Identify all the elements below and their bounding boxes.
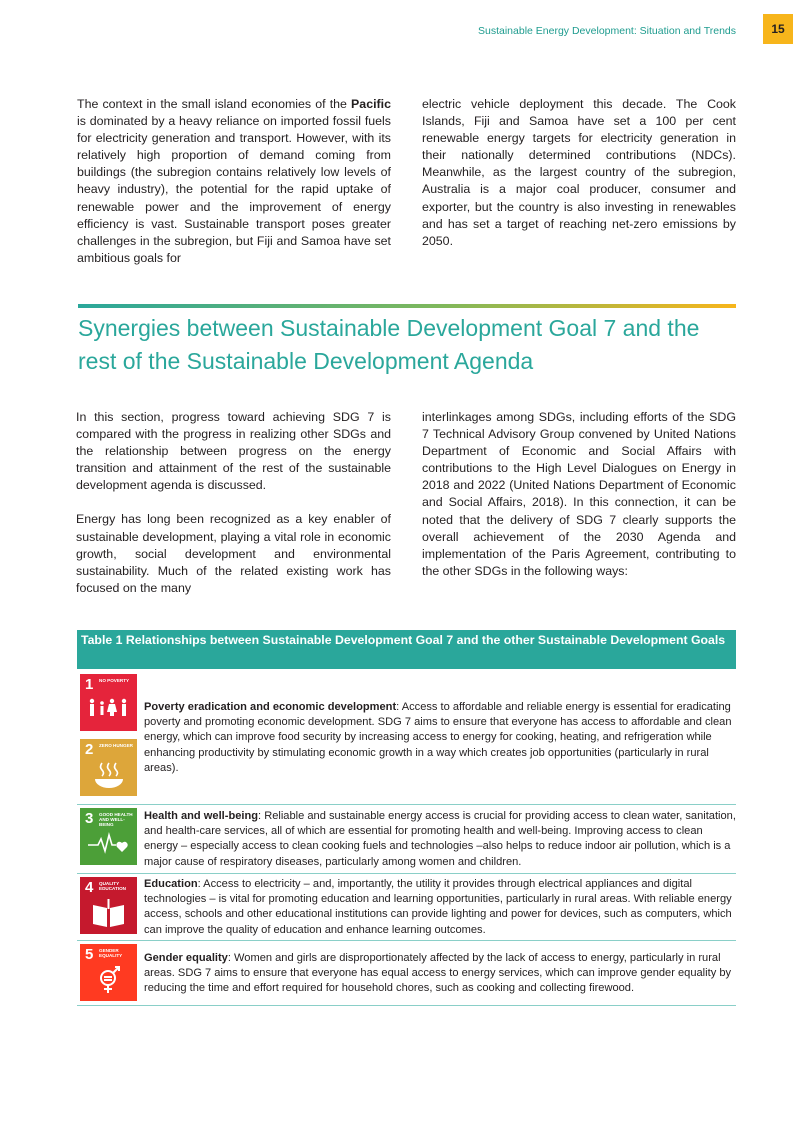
sdg3-label: GOOD HEALTH AND WELL-BEING [99, 812, 133, 827]
table-row-gender [144, 951, 736, 997]
sdg1-no-poverty-icon [80, 674, 137, 731]
bowl-icon [80, 739, 137, 796]
section-left-paragraph-1: In this section, progress toward achieving SDG 7 is compared with the progress in realizing other SDGs and the relationship between progress on the energy transition and attainment of the rest of the sustainable development agenda is discussed. [76, 410, 391, 493]
section-heading-line2: rest of the Sustainable Development Agenda [78, 348, 534, 374]
table-row-rule [77, 940, 736, 941]
intro-left-text-cont: is dominated by a heavy reliance on imported fossil fuels for electricity generation and transport. However, with its relatively high proportion of demand coming from buildings (the subregion contains relatively low levels of heavy industry), the potential for the rapid uptake of renewable power and the improvement of energy efficiency is vast. Sustainable transport poses greater challenges in the subregion, but Fiji and Samoa have set ambitious goals for [77, 114, 391, 265]
table-row-poverty [144, 700, 736, 776]
row-text: : Access to electricity – and, importantly, the utility it provides through electrical appliances and digital technologies – is vital for promoting education and learning opportunities, particularly in rural areas. With reliable energy access, schools and other educational institutions can provide lighting and power for devices, such as computers, which can improve the quality of education and enhance learning outcomes. [144, 878, 732, 936]
sdg4-label: QUALITY EDUCATION [99, 881, 126, 891]
row-title: Poverty eradication and economic development [144, 701, 397, 713]
sdg1-label: NO POVERTY [99, 678, 130, 683]
section-heading [78, 312, 748, 378]
family-icon [80, 674, 137, 731]
intro-right-column: electric vehicle deployment this decade. The Cook Islands, Fiji and Samoa have set a 100 per cent renewable energy targets for electricity generation in their nationally determined contributions (NDCs). Meanwhile, as the largest country of the subregion, Australia is a major coal producer, consumer and exporter, but the country is also investing in renewables and has set a target of reaching net-zero emissions by 2050. [422, 97, 736, 248]
sdg5-label: GENDER EQUALITY [99, 948, 123, 958]
row-title: Education [144, 878, 198, 890]
section-right-paragraph-1: interlinkages among SDGs, including efforts of the SDG 7 Technical Advisory Group convened by United Nations Department of Economic and Social Affairs with contributions to the High Level Dialogues on Energy in 2018 and 2022 (United Nations Department of Economic and Social Affairs, 2018). In this connection, it can be noted that the delivery of SDG 7 clearly supports the overall achievement of the 2030 Agenda and implementation of the Paris Agreement, contributing to the other SDGs in the following ways: [422, 410, 736, 578]
sdg5-gender-equality-icon [80, 944, 137, 1001]
sdg5-number: 5 [85, 946, 94, 963]
sdg2-zero-hunger-icon [80, 739, 137, 796]
intro-left-column [77, 96, 391, 267]
section-divider [78, 304, 736, 308]
row-text: : Access to affordable and reliable energy is essential for eradicating poverty and promoting economic development. SDG 7 aims to ensure that everyone has access to affordable and clean energy, which can improve food security by increasing access to energy for cooking, heating, and refrigeration while enhancing productivity by stimulating economic growth in a way which creates job opportunities (particularly in rural areas). [144, 701, 732, 774]
table-caption: Table 1 Relationships between Sustainable Development Goal 7 and the other Sustainable Development Goals [77, 630, 736, 669]
gender-icon [80, 944, 137, 1001]
section-left-column [76, 409, 391, 614]
row-text: : Reliable and sustainable energy access is crucial for providing access to clean water, sanitation, and health-care services, all of which are essential for promoting health and well-being. Improving access to clean energy – especially access to clean cooking fuels and technologies –also helps to reduce indoor air pollution, which is a major cause of respiratory diseases, particularly among women and children. [144, 810, 736, 868]
sdg3-number: 3 [85, 810, 94, 827]
sdg1-number: 1 [85, 676, 94, 693]
table-row-health [144, 809, 736, 870]
heartbeat-icon [80, 808, 137, 865]
sdg3-good-health-icon [80, 808, 137, 865]
sdg2-label: ZERO HUNGER [99, 743, 133, 748]
section-heading-line1: Synergies between Sustainable Development Goal 7 and the [78, 315, 700, 341]
table-row-rule [77, 873, 736, 874]
intro-pacific-bold: Pacific [351, 97, 391, 111]
intro-left-text: The context in the small island economies of the [77, 97, 352, 111]
row-title: Gender equality [144, 952, 228, 964]
sdg4-number: 4 [85, 879, 94, 896]
running-header: Sustainable Energy Development: Situation and Trends [478, 25, 736, 37]
row-text: : Women and girls are disproportionately affected by the lack of access to energy, particularly in rural areas. SDG 7 aims to ensure that everyone has equal access to energy services, which can improve gender equality by reducing the time and effort required for household chores, such as cooking and collecting firewood. [144, 952, 732, 995]
sdg4-quality-education-icon [80, 877, 137, 934]
section-right-column [422, 409, 736, 597]
page-number: 15 [763, 14, 793, 44]
section-left-paragraph-2: Energy has long been recognized as a key enabler of sustainable development, playing a vital role in economic growth, social development and environmental sustainability. Much of the related existing work has focused on the many [76, 512, 391, 595]
row-title: Health and well-being [144, 810, 259, 822]
table-row-education [144, 877, 736, 938]
table-row-rule [77, 1005, 736, 1006]
sdg2-number: 2 [85, 741, 94, 758]
table-row-rule [77, 804, 736, 805]
book-icon [80, 877, 137, 934]
